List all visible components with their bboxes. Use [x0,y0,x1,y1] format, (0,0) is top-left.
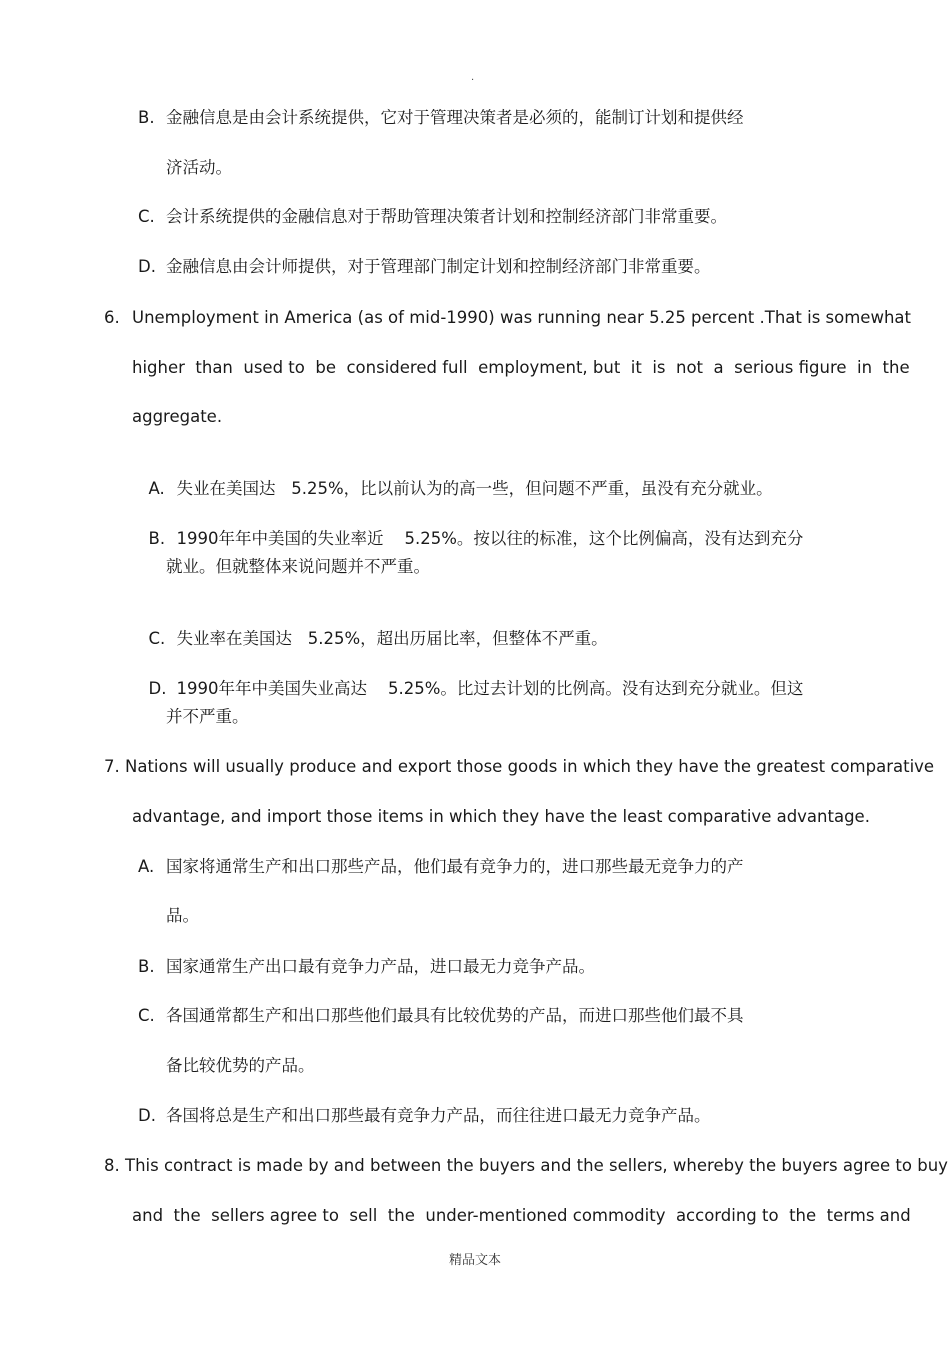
q7-option-b [138,956,595,978]
option-text: 会计系统提供的金融信息对于帮助管理决策者计划和控制经济部门非常重要。 [166,207,727,226]
option-label: C. [138,207,155,226]
option-text: 1990年年中美国失业高达 5.25%。比过去计划的比例高。没有达到充分就业。但这 [176,679,804,698]
q6-option-b [138,506,803,550]
q6-stem-cont-1: higher than used to be considered full employment, but it is not a serious figure in the [132,358,910,377]
question-number: 7. [104,757,120,776]
q7-stem-cont: advantage, and import those items in which they have the least comparative advantage. [132,807,870,826]
q8-stem [104,1155,948,1177]
option-text: 各国通常都生产和出口那些他们最具有比较优势的产品，而进口那些他们最不具 [166,1006,744,1025]
question-text: This contract is made by and between the buyers and the sellers, whereby the buyers agree to buy [125,1156,948,1175]
option-label: C. [148,629,166,648]
question-text: Nations will usually produce and export those goods in which they have the greatest comparative [125,757,935,776]
page-footer: 精品文本 [448,1253,501,1268]
option-text: 失业率在美国达 5.25%，超出历届比率，但整体不严重。 [176,629,608,648]
q7-stem [104,756,934,778]
q6-stem [104,307,911,329]
option-text: 国家通常生产出口最有竞争力产品，进口最无力竞争产品。 [166,957,595,976]
option-text: 1990年年中美国的失业率近 5.25%。按以往的标准，这个比例偏高，没有达到充分 [176,529,804,548]
option-label: A. [138,857,155,876]
q6-option-d-cont: 并不严重。 [166,707,249,726]
option-text: 金融信息是由会计系统提供，它对于管理决策者是必须的，能制订计划和提供经 [166,108,744,127]
q6-stem-cont-2: aggregate. [132,407,223,426]
question-number: 8. [104,1156,120,1175]
option-label: D. [138,1106,156,1125]
option-text: 国家将通常生产和出口那些产品，他们最有竞争力的，进口那些最无竞争力的产 [166,857,744,876]
option-label: D. [138,257,156,276]
q6-option-a [138,456,773,500]
q5-option-b [138,107,744,129]
option-label: C. [138,1006,155,1025]
option-label: B. [138,957,155,976]
q7-option-a [138,856,744,878]
q5-option-d [138,256,711,278]
option-label: B. [138,108,155,127]
q8-stem-cont: and the sellers agree to sell the under-mentioned commodity according to the terms and [132,1206,911,1225]
option-text: 各国将总是生产和出口那些最有竞争力产品，而往往进口最无力竞争产品。 [166,1106,711,1125]
q7-option-c [138,1005,744,1027]
q7-option-a-cont: 品。 [166,906,199,925]
header-mark: . [471,72,475,83]
q6-option-d [138,656,803,700]
q7-option-c-cont: 备比较优势的产品。 [166,1056,315,1075]
option-text: 金融信息由会计师提供，对于管理部门制定计划和控制经济部门非常重要。 [166,257,711,276]
q5-option-b-cont: 济活动。 [166,158,232,177]
option-label: D. [148,679,167,698]
option-label: A. [148,479,165,498]
question-text: Unemployment in America (as of mid-1990) was running near 5.25 percent .That is somewhat [132,308,911,327]
q7-option-d [138,1105,711,1127]
q6-option-b-cont: 就业。但就整体来说问题并不严重。 [166,557,430,576]
q6-option-c [138,606,608,650]
question-number: 6. [104,308,120,327]
option-label: B. [148,529,166,548]
q5-option-c [138,206,727,228]
option-text: 失业在美国达 5.25%，比以前认为的高一些，但问题不严重，虽没有充分就业。 [176,479,773,498]
